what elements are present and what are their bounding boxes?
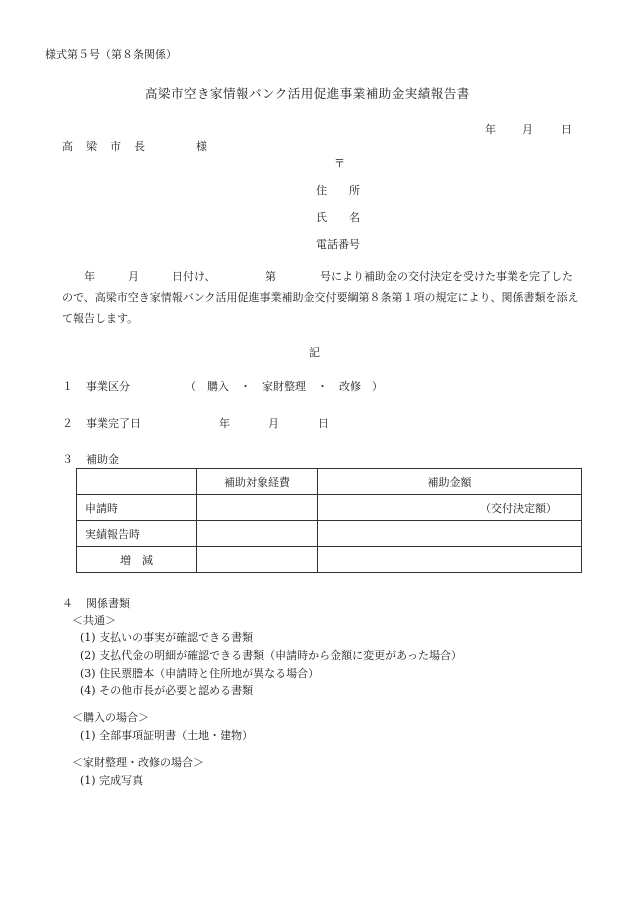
form-number: 様式第５号（第８条関係）	[45, 48, 177, 61]
date-month-label: 月	[522, 123, 533, 136]
common-doc-item: (2) 支払代金の明細が確認できる書類（申請時から金額に変更があった場合）	[80, 649, 462, 662]
item4-label: 関係書類	[86, 597, 130, 610]
item1-number: １	[62, 380, 73, 393]
body-paragraph: 年 月 日付け、 第 号により補助金の交付決定を受けた事業を完了したので、高梁市空き家情報バンク活用促進事業補助金交付要綱第８条第１項の規定により、関係書類を添えて報告します。	[62, 270, 579, 325]
amount-cell	[318, 521, 582, 547]
item2-year: 年	[219, 417, 230, 430]
item4-number: ４	[62, 597, 73, 610]
postal-mark: 〒	[334, 157, 345, 170]
purchase-doc-item: (1) 全部事項証明書（土地・建物）	[80, 729, 254, 742]
subsidy-table	[76, 468, 582, 573]
item1-options: （ 購入 ・ 家財整理 ・ 改修 ）	[185, 380, 383, 393]
table-header-cell: 補助金額	[318, 469, 582, 495]
date-day-label: 日	[561, 123, 572, 136]
address-label: 住 所	[316, 184, 360, 197]
ki-heading: 記	[309, 346, 320, 359]
item3-number: ３	[62, 453, 73, 466]
table-row	[77, 521, 582, 547]
renovation-heading: ＜家財整理・改修の場合＞	[72, 756, 204, 769]
table-header-row	[77, 469, 582, 495]
table-header-cell	[77, 469, 197, 495]
row-label: 申請時	[77, 495, 197, 521]
item3-label: 補助金	[86, 453, 119, 466]
item2-day: 日	[318, 417, 329, 430]
amount-cell: （交付決定額）	[318, 495, 582, 521]
common-doc-item: (4) その他市長が必要と認める書類	[80, 684, 254, 697]
table-row	[77, 547, 582, 573]
item2-number: ２	[62, 417, 73, 430]
cost-cell	[197, 495, 318, 521]
renovation-doc-item: (1) 完成写真	[80, 774, 144, 787]
item2-month: 月	[268, 417, 279, 430]
addressee-honorific: 様	[196, 140, 207, 153]
common-heading: ＜共通＞	[72, 614, 116, 627]
form-title: 高梁市空き家情報バンク活用促進事業補助金実績報告書	[145, 86, 470, 101]
name-label: 氏 名	[316, 211, 360, 224]
purchase-heading: ＜購入の場合＞	[72, 711, 149, 724]
item1-label: 事業区分	[86, 380, 130, 393]
row-label: 増 減	[77, 547, 197, 573]
phone-label: 電話番号	[316, 238, 360, 251]
amount-cell	[318, 547, 582, 573]
row-label: 実績報告時	[77, 521, 197, 547]
date-year-label: 年	[485, 123, 496, 136]
table-row	[77, 495, 582, 521]
common-doc-item: (1) 支払いの事実が確認できる書類	[80, 631, 254, 644]
table-header-cell: 補助対象経費	[197, 469, 318, 495]
cost-cell	[197, 521, 318, 547]
item2-label: 事業完了日	[86, 417, 141, 430]
addressee-name: 高 梁 市 長	[62, 140, 146, 153]
common-doc-item: (3) 住民票謄本（申請時と住所地が異なる場合）	[80, 667, 320, 680]
cost-cell	[197, 547, 318, 573]
